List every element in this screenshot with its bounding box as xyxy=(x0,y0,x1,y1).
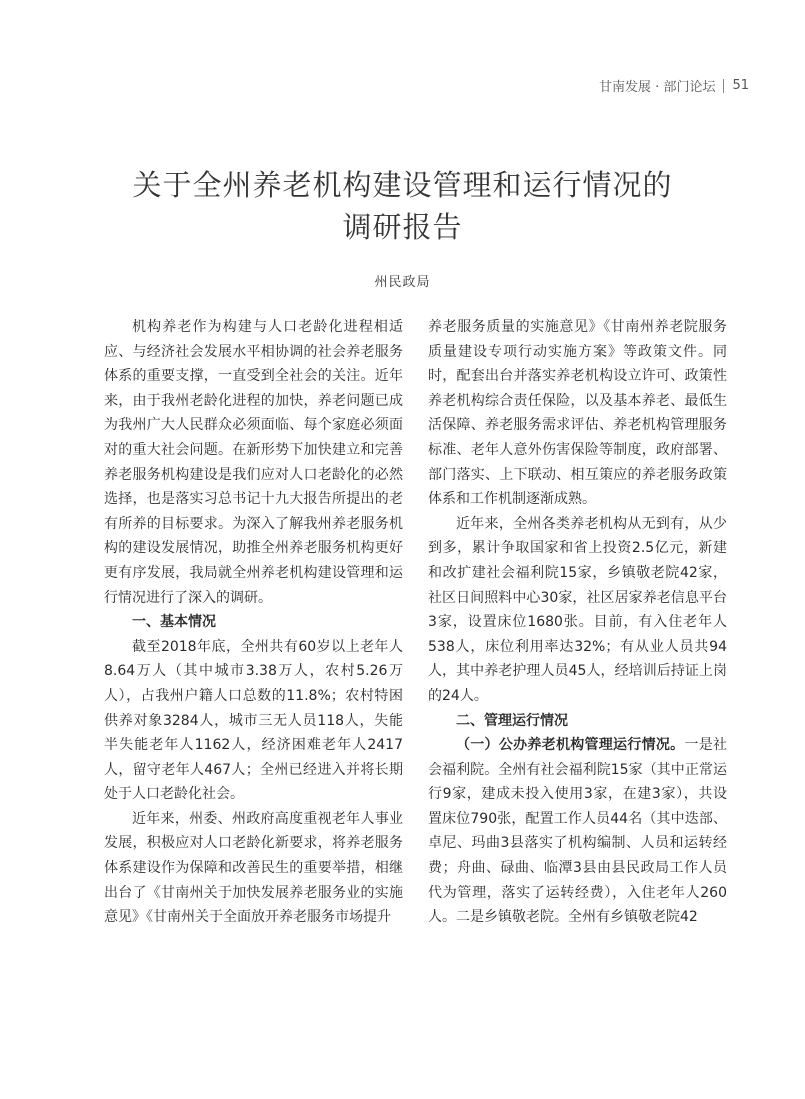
intro-paragraph: 机构养老作为构建与人口老龄化进程相适应、与经济社会发展水平相协调的社会养老服务体系的重要支撑，一直受到全社会的关注。近年来，由于我州老龄化进程的加快，养老问题已成为我州广大人民群众必须面临、每个家庭必须面对的重大社会问题。在新形势下加快建立和完善养老服务机构建设是我们应对人口老龄化的必然选择，也是落实习总书记十九大报告所提出的老有所养的目标要求。为深入了解我州养老服务机构的建设发展情况，助推全州养老服务机构更好更有序发展，我局就全州养老机构建设管理和运行情况进行了深入的调研。 xyxy=(104,319,403,606)
public-institutions-paragraph xyxy=(428,733,727,930)
article-title xyxy=(0,164,805,248)
section-heading-basic: 一、基本情况 xyxy=(132,614,216,631)
policy-paragraph-continued: 养老服务质量的实施意见》《甘南州养老院服务质量建设专项行动实施方案》等政策文件。同时，配套出台并落实养老机构设立许可、政策性养老机构综合责任保险，以及基本养老、最低生活保障、养老服务需求评估、养老机构管理服务标准、老年人意外伤害保险等制度，政府部署、部门落实、上下联动、相互策应的养老服务政策体系和工作机制逐渐成熟。 xyxy=(428,319,727,508)
policy-paragraph: 近年来，州委、州政府高度重视老年人事业发展，积极应对人口老龄化新要求，将养老服务体系建设作为保障和改善民生的重要举措，相继出台了《甘南州关于加快发展养老服务业的实施意见》《甘南州关于全面放开养老服务市场提升 xyxy=(104,810,403,926)
header-divider xyxy=(723,79,724,93)
right-column xyxy=(428,315,727,930)
section-heading-management: 二、管理运行情况 xyxy=(456,712,568,729)
article-author: 州民政局 xyxy=(374,275,431,290)
subsection-body: 一是社会福利院。全州有社会福利院15家（其中正常运行9家，建成未投入使用3家，在建3家），共设置床位790张，配置工作人员44名（其中迭部、卓尼、玛曲3县落实了机构编制、人员和运转经费；舟曲、碌曲、临潭3县由县民政局工作人员代为管理，落实了运转经费），入住老年人260人。二是乡镇敬老院。全州有乡镇敬老院42 xyxy=(428,737,728,926)
left-column xyxy=(104,315,403,930)
title-line-1: 关于全州养老机构建设管理和运行情况的 xyxy=(132,168,673,202)
investment-paragraph: 近年来，全州各类养老机构从无到有，从少到多，累计争取国家和省上投资2.5亿元，新建和改扩建社会福利院15家，乡镇敬老院42家，社区日间照料中心30家，社区居家养老信息平台3家，设置床位1680张。目前，有入住老年人538人，床位利用率达32%；有从业人员共94人，其中养老护理人员45人，经培训后持证上岗的24人。 xyxy=(428,515,727,704)
page-number: 51 xyxy=(732,78,749,93)
title-line-2: 调研报告 xyxy=(342,210,463,244)
running-header xyxy=(599,76,749,95)
statistics-paragraph: 截至2018年底，全州共有60岁以上老年人8.64万人（其中城市3.38万人，农村5.26万人），占我州户籍人口总数的11.8%；农村特困供养对象3284人，城市三无人员118人，失能半失能老年人1162人，经济困难老年人2417人，留守老年人467人；全州已经进入并将长期处于人口老龄化社会。 xyxy=(104,638,403,803)
subsection-heading: （一）公办养老机构管理运行情况。 xyxy=(456,737,685,754)
journal-name: 甘南发展 · 部门论坛 xyxy=(599,80,716,95)
